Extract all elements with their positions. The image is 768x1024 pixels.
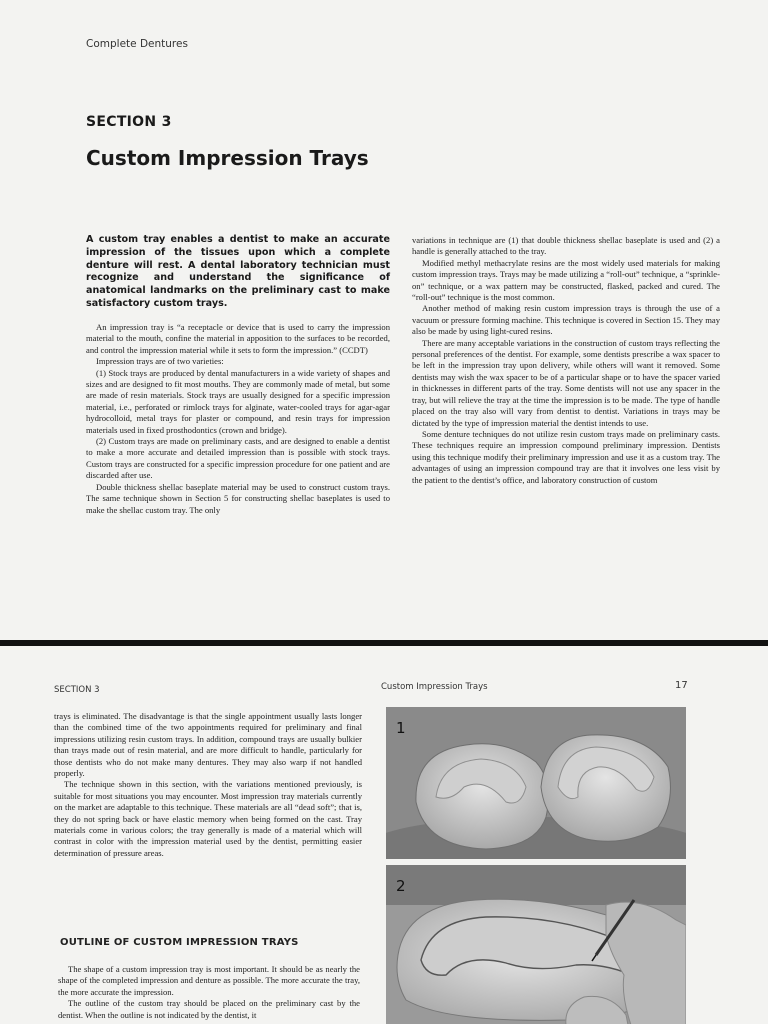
figure-number: 1: [396, 719, 406, 737]
paragraph: trays is eliminated. The disadvantage is that the single appointment usually lasts longer than the combined time of the two appointments required for preliminary and final impressions utilizing resin custom trays. In addition, compound trays are usually bulkier than trays made out of resin material, and are more difficult to handle, particularly for those dentists who do not make many dentures. They may also warp if not handled properly.: [54, 711, 362, 779]
outline-column: [58, 964, 360, 1021]
page-number: 17: [675, 680, 688, 691]
paragraph: The outline of the custom tray should be placed on the preliminary cast by the dentist. When the outline is not indicated by the dentist, it: [58, 998, 360, 1020]
figure-1-photo: [386, 707, 686, 859]
section-title: Custom Impression Trays: [86, 146, 369, 170]
paragraph: The shape of a custom impression tray is most important. It should be as nearly the shape of the completed impression and denture as possible. The more accurate the tray, the more accurate the impression.: [58, 964, 360, 997]
paragraph: Impression trays are of two varieties:: [96, 356, 224, 367]
paragraph: (2) Custom trays are made on preliminary casts, and are designed to enable a dentist to make a more accurate and detailed impression than is possible with stock trays. Custom trays are constructed for a specific impression procedure for one patient and are discarded after use.: [86, 436, 390, 481]
figure-2-photo: [386, 865, 686, 1024]
paragraph: Another method of making resin custom impression trays is through the use of a vacuum or pressure forming machine. This technique is covered in Section 15. They may also be made by using light-cured resins.: [412, 303, 720, 337]
paragraph: The technique shown in this section, with the variations mentioned previously, is suitable for most situations you may encounter. Most impression tray materials currently on the market are adaptable to this technique. These materials are all “dead soft”; that is, they do not spring back or have elastic memory when being formed on the cast. Tray materials come in various colors; the tray generally is made of a material which will contrast in color with the impression material used by the dentist, permitting easier determination of pressure areas.: [54, 779, 362, 858]
paragraph: (1) Stock trays are produced by dental manufacturers in a wide variety of shapes and sizes and are designed to fit most mouths. They are commonly made of metal, but some are made of resin materials. Stock trays are usually designed for a specific impression material, i.e., perforated or rimlock trays for alginate, water-cooled trays for agar-agar hydrocolloid, metal trays for plaster or compound, and resin trays for impression materials used in fixed prosthodontics (crown and bridge).: [86, 367, 390, 435]
dental-casts-image: [386, 707, 686, 859]
page1-right-column: [412, 235, 720, 486]
paragraph: Modified methyl methacrylate resins are the most widely used materials for making custom impression trays. Trays may be made utilizing a “roll-out” technique, a “sprinkle-on” technique, or a wax pattern may be constructed, flasked, packed and cured. The “roll-out” technique is the most common.: [412, 257, 720, 303]
intro-paragraph: A custom tray enables a dentist to make an accurate impression of the tissues upon which a complete denture will rest. A dental laboratory technician must recognize and understand the significance of anatomical landmarks on the preliminary cast to make satisfactory custom trays.: [86, 234, 390, 309]
paragraph: Some denture techniques do not utilize resin custom trays made on preliminary casts. These techniques require an impression compound preliminary impression. Dentists using this technique modify their preliminary impression and use it as a custom tray. The advantages of using an impression compound tray are that it involves one less visit by the patient to the dentist’s office, and laboratory construction of custom: [412, 428, 720, 485]
document-page-bottom: [0, 646, 768, 1024]
figure-number: 2: [396, 877, 406, 895]
paragraph: Double thickness shellac baseplate material may be used to construct custom trays. The same technique shown in Section 5 for constructing shellac baseplates is used to make the shellac custom tray. The only: [86, 481, 390, 515]
paragraph: An impression tray is “a receptacle or device that is used to carry the impression material to the mouth, confine the material in apposition to the surfaces to be recorded, and control the impression material while it sets to form the impression.” (CCDT): [86, 322, 390, 355]
page2-left-column: [54, 711, 362, 859]
outline-heading: OUTLINE OF CUSTOM IMPRESSION TRAYS: [60, 937, 299, 948]
running-head-title: Custom Impression Trays: [381, 682, 488, 692]
page1-left-column: [86, 322, 390, 516]
outline-marking-image: [386, 865, 686, 1024]
paragraph: variations in technique are (1) that double thickness shellac baseplate is used and (2) a handle is generally attached to the tray.: [412, 235, 720, 257]
running-head-section: SECTION 3: [54, 685, 100, 695]
running-head: Complete Dentures: [86, 38, 188, 50]
section-label: SECTION 3: [86, 114, 172, 130]
paragraph: There are many acceptable variations in the construction of custom trays reflecting the personal preferences of the dentist. For example, some dentists prescribe a wax spacer to be left in the impression tray upon delivery, while others will want it removed. Some dentists may wish the wax spacer to be of a particular shape or to have the spacer varied in thicknesses in different parts of the tray. Some dentists will not use any spacer in the tray, but will relieve the tray at the time the impression is to be made. The type of handle placed on the tray also will vary from dentist to dentist. Variations in trays may be dictated by the type of impression material the dentist intends to use.: [412, 337, 720, 428]
